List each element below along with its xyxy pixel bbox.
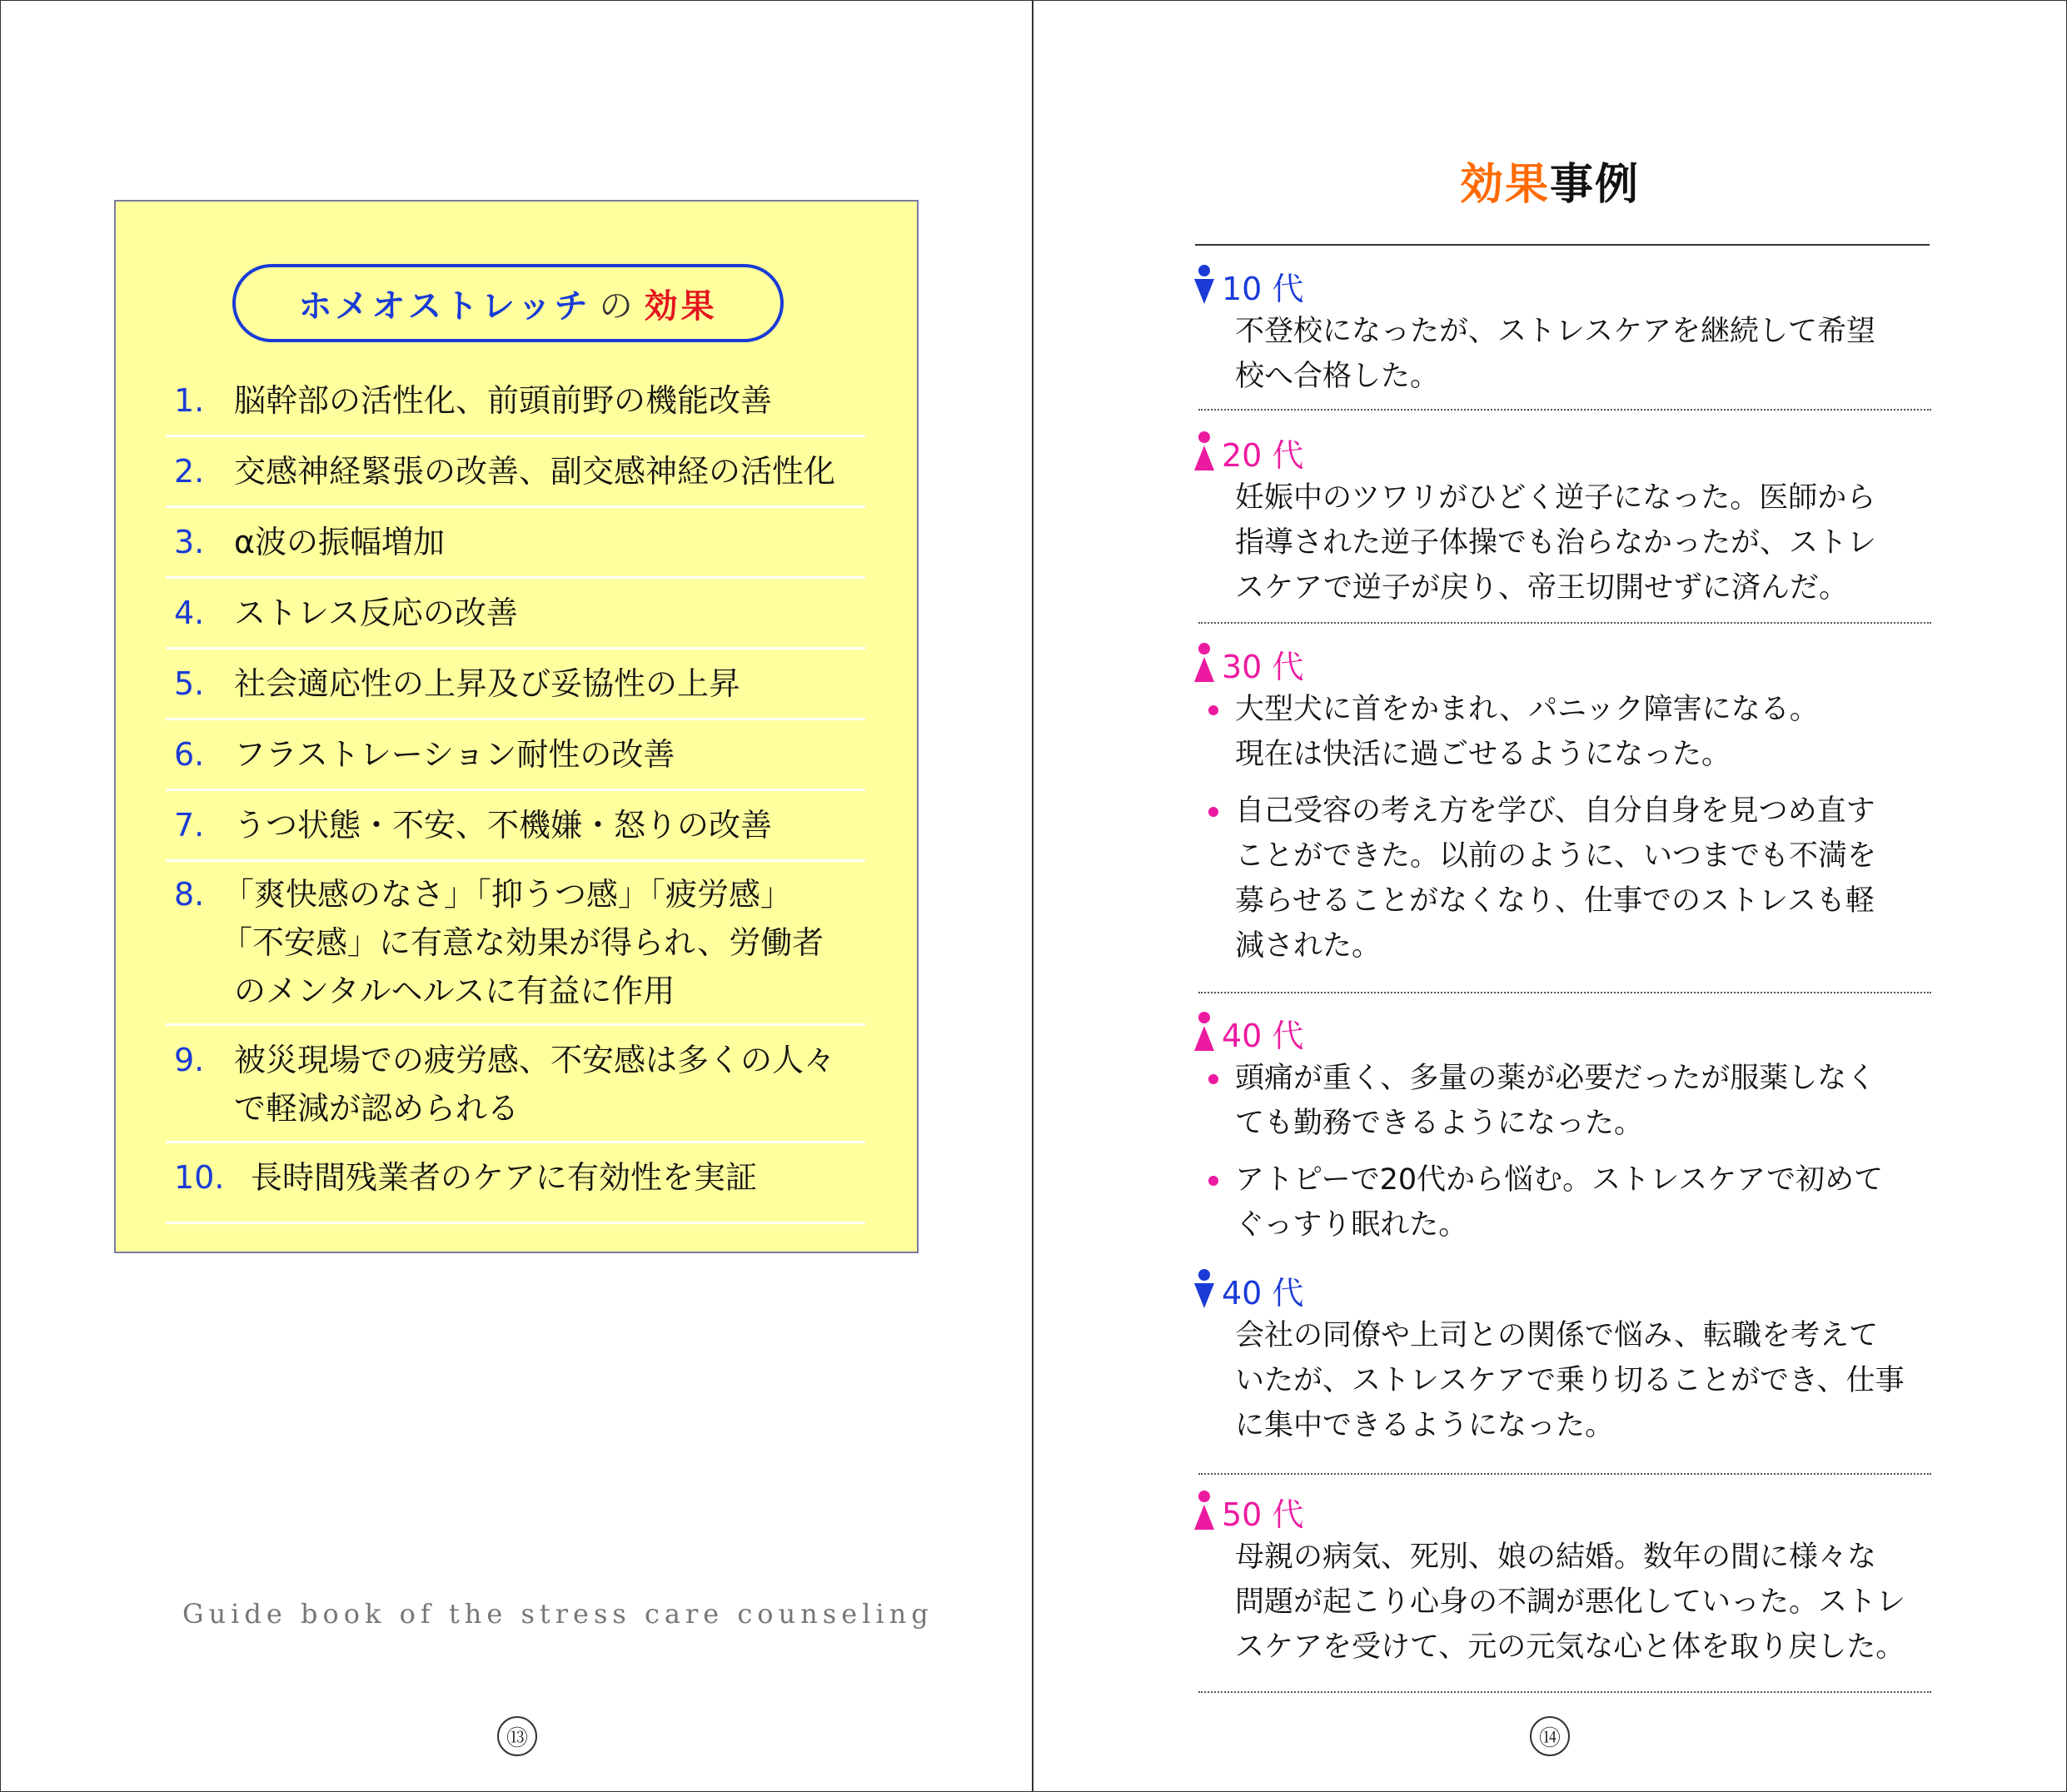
- male-icon: [1192, 262, 1217, 309]
- case-divider: [1198, 1691, 1931, 1693]
- case-line: 大型犬に首をかまれ、パニック障害になる。: [1235, 693, 1819, 726]
- effect-number: 3.: [174, 524, 205, 560]
- book-footer: Guide book of the stress care counseling: [182, 1598, 934, 1630]
- case-body: [1192, 1056, 1940, 1247]
- case-item: [1192, 1488, 1940, 1670]
- case-divider: [1198, 1473, 1931, 1475]
- case-line: 現在は快活に過ごせるようになった。: [1235, 738, 1731, 771]
- effect-number: 6.: [174, 736, 205, 773]
- effect-text: [222, 870, 824, 1015]
- case-header: [1192, 1267, 1940, 1313]
- case-line: に集中できるようになった。: [1235, 1409, 1615, 1442]
- case-age: 20 代: [1222, 436, 1304, 474]
- title-divider: [1195, 244, 1930, 246]
- effect-number: 1.: [174, 382, 205, 419]
- page-number-14: ⑭: [1530, 1716, 1570, 1756]
- female-icon: [1192, 429, 1217, 475]
- case-line: 減された。: [1235, 929, 1382, 963]
- case-item: [1192, 640, 1940, 968]
- effects-list: [166, 368, 865, 1224]
- case-age: 50 代: [1222, 1496, 1304, 1533]
- effect-text: 交感神経緊張の改善、副交感神経の活性化: [234, 453, 836, 490]
- case-line: ぐっすり眠れた。: [1235, 1208, 1468, 1242]
- case-line: 募らせることがなくなり、仕事でのストレスも軽: [1235, 884, 1875, 918]
- effect-number: 10.: [174, 1159, 225, 1196]
- case-divider: [1198, 992, 1931, 993]
- effect-text: 脳幹部の活性化、前頭前野の機能改善: [234, 382, 773, 419]
- box-title-effect: 効果: [644, 286, 718, 326]
- box-title: [232, 264, 784, 342]
- case-bullet: [1235, 687, 1940, 777]
- effect-text: α波の振幅増加: [234, 524, 446, 560]
- case-line: 母親の病気、死別、娘の結婚。数年の間に様々な: [1235, 1541, 1877, 1574]
- effect-text: ストレス反応の改善: [234, 595, 518, 631]
- case-line: 会社の同僚や上司との関係で悩み、転職を考えて: [1235, 1319, 1879, 1352]
- effect-number: 8.: [174, 876, 205, 913]
- title-effect: 効果: [1459, 160, 1550, 210]
- case-header: [1192, 1488, 1940, 1535]
- case-age: 40 代: [1222, 1274, 1304, 1312]
- case-item: [1192, 429, 1940, 610]
- case-item: [1192, 1267, 1940, 1448]
- page-number-13: ⑬: [497, 1716, 537, 1756]
- female-icon: [1192, 640, 1217, 687]
- effect-item: [166, 508, 865, 579]
- effect-item: [166, 579, 865, 650]
- case-line: 自己受容の考え方を学び、自分自身を見つめ直す: [1235, 794, 1875, 828]
- effect-line: のメンタルヘルスに有益に作用: [234, 973, 675, 1009]
- bullet-dot: [1208, 1074, 1218, 1084]
- case-divider: [1198, 622, 1931, 624]
- case-item: [1192, 1009, 1940, 1247]
- effect-text: 社会適応性の上昇及び妥協性の上昇: [234, 665, 741, 702]
- page-13: [1, 1, 1034, 1791]
- effect-line: 「爽快感のなさ」「抑うつ感」「疲労感」: [222, 876, 793, 913]
- case-header: [1192, 1009, 1940, 1056]
- effect-text: フラストレーション耐性の改善: [234, 736, 675, 773]
- female-icon: [1192, 1488, 1217, 1535]
- case-line: 妊娠中のツワリがひどく逆子になった。医師から: [1235, 481, 1876, 515]
- case-body: [1192, 309, 1940, 399]
- case-body: [1192, 687, 1940, 968]
- case-line: アトピーで20代から悩む。ストレスケアで初めて: [1235, 1163, 1884, 1197]
- case-age: 10 代: [1222, 270, 1304, 307]
- effect-number: 9.: [174, 1042, 205, 1078]
- effect-item: [166, 862, 865, 1026]
- effect-item: [166, 1143, 865, 1224]
- box-title-method: ホメオストレッチ: [298, 286, 591, 326]
- effect-number: 7.: [174, 807, 205, 844]
- effect-line: で軽減が認められる: [234, 1090, 520, 1127]
- case-header: [1192, 429, 1940, 475]
- effect-item: [166, 1026, 865, 1143]
- case-header: [1192, 262, 1940, 309]
- bullet-dot: [1208, 1176, 1218, 1186]
- case-line: いたが、ストレスケアで乗り切ることができ、仕事: [1235, 1364, 1905, 1397]
- effect-line: 被災現場での疲労感、不安感は多くの人々: [234, 1042, 836, 1078]
- page-title: [1034, 149, 2066, 212]
- case-divider: [1198, 409, 1931, 411]
- female-icon: [1192, 1009, 1217, 1056]
- case-line: スケアを受けて、元の元気な心と体を取り戻した。: [1235, 1630, 1905, 1664]
- effect-item: [166, 368, 865, 437]
- effect-line: 「不安感」に有意な効果が得られ、労働者: [221, 924, 824, 961]
- case-line: 校へ合格した。: [1235, 360, 1440, 393]
- box-title-particle: の: [599, 286, 636, 326]
- effect-number: 2.: [174, 453, 205, 490]
- title-examples: 事例: [1550, 160, 1641, 210]
- case-bullet: [1235, 789, 1940, 968]
- case-line: ても勤務できるようになった。: [1235, 1107, 1644, 1140]
- effect-text: うつ状態・不安、不機嫌・怒りの改善: [234, 807, 773, 844]
- effect-number: 4.: [174, 595, 205, 631]
- case-line: スケアで逆子が戻り、帝王切開せずに済んだ。: [1235, 571, 1849, 605]
- case-header: [1192, 640, 1940, 687]
- case-bullet: [1235, 1056, 1940, 1146]
- case-item: [1192, 262, 1940, 399]
- case-body: [1192, 475, 1940, 610]
- case-body: [1192, 1535, 1940, 1670]
- effect-item: [166, 791, 865, 862]
- case-line: 頭痛が重く、多量の薬が必要だったが服薬しなく: [1235, 1062, 1876, 1095]
- case-age: 40 代: [1222, 1017, 1304, 1054]
- effect-item: [166, 437, 865, 508]
- effect-item: [166, 650, 865, 720]
- bullet-dot: [1208, 807, 1218, 817]
- case-bullet: [1235, 1157, 1940, 1247]
- case-line: 指導された逆子体操でも治らなかったが、ストレ: [1235, 526, 1877, 560]
- case-line: 問題が起こり心身の不調が悪化していった。ストレ: [1235, 1585, 1906, 1619]
- case-line: 不登校になったが、ストレスケアを継続して希望: [1235, 315, 1875, 348]
- case-age: 30 代: [1222, 648, 1304, 685]
- male-icon: [1192, 1267, 1217, 1313]
- effect-number: 5.: [174, 665, 205, 702]
- effect-text: 長時間残業者のケアに有効性を実証: [251, 1159, 758, 1196]
- bullet-dot: [1208, 705, 1218, 715]
- effect-text: [234, 1036, 835, 1132]
- effect-item: [166, 720, 865, 791]
- page-14: [1034, 1, 2066, 1791]
- case-body: [1192, 1313, 1940, 1448]
- effects-box: [114, 200, 919, 1253]
- case-line: ことができた。以前のように、いつまでも不満を: [1235, 839, 1877, 873]
